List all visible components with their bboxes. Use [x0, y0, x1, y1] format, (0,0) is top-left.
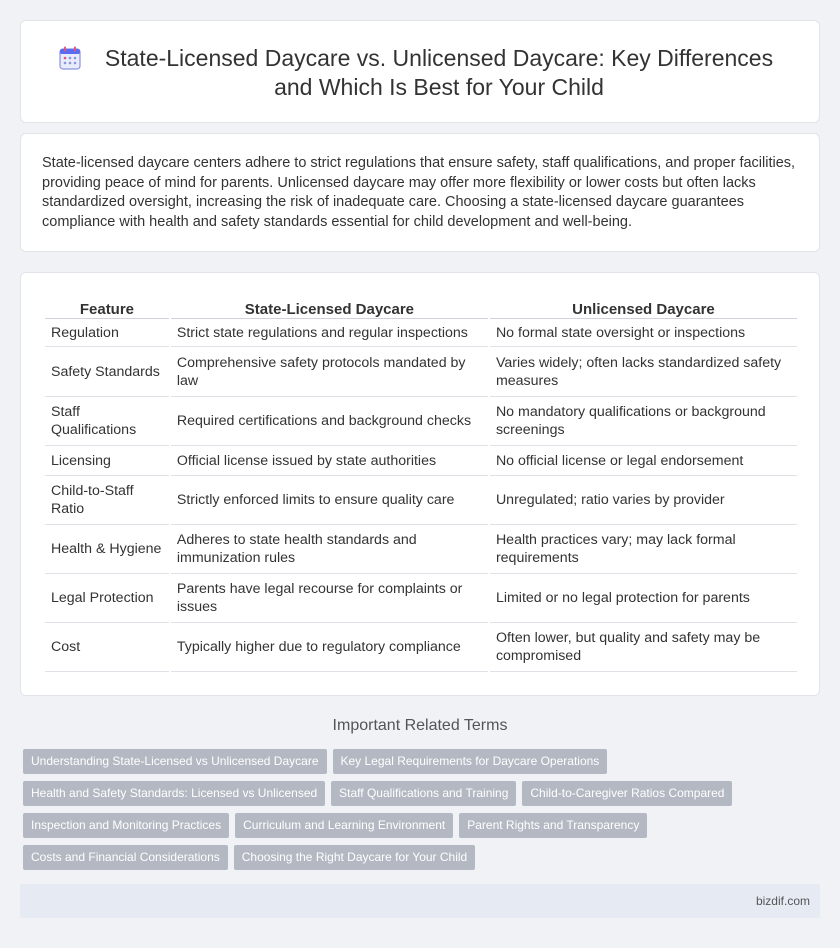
related-term-tag[interactable]: Inspection and Monitoring Practices — [23, 813, 229, 838]
table-row — [45, 574, 797, 623]
feature-cell: Licensing — [45, 446, 169, 476]
table-row — [45, 525, 797, 574]
feature-cell: Legal Protection — [45, 574, 169, 623]
table-row — [45, 446, 797, 476]
related-term-tag[interactable]: Costs and Financial Considerations — [23, 845, 228, 870]
footer-bar — [20, 884, 820, 918]
table-row — [45, 476, 797, 525]
related-term-tag[interactable]: Key Legal Requirements for Daycare Operations — [333, 749, 608, 774]
state-licensed-cell: Parents have legal recourse for complaints or issues — [171, 574, 488, 623]
header-state-licensed: State-Licensed Daycare — [171, 297, 488, 319]
table-row — [45, 623, 797, 672]
header-feature: Feature — [45, 297, 169, 319]
feature-cell: Child-to-Staff Ratio — [45, 476, 169, 525]
state-licensed-cell: Adheres to state health standards and immunization rules — [171, 525, 488, 574]
unlicensed-cell: Health practices vary; may lack formal requirements — [490, 525, 797, 574]
table-row — [45, 397, 797, 446]
unlicensed-cell: No formal state oversight or inspections — [490, 319, 797, 347]
related-term-tag[interactable]: Understanding State-Licensed vs Unlicensed Daycare — [23, 749, 327, 774]
comparison-card — [20, 272, 820, 696]
feature-cell: Health & Hygiene — [45, 525, 169, 574]
intro-card — [20, 133, 820, 252]
related-term-tag[interactable]: Curriculum and Learning Environment — [235, 813, 453, 838]
related-term-tag[interactable]: Staff Qualifications and Training — [331, 781, 516, 806]
feature-cell: Regulation — [45, 319, 169, 347]
related-term-tag[interactable]: Child-to-Caregiver Ratios Compared — [522, 781, 732, 806]
related-term-tag[interactable]: Choosing the Right Daycare for Your Child — [234, 845, 475, 870]
table-row — [45, 347, 797, 397]
related-terms-heading: Important Related Terms — [332, 717, 508, 734]
unlicensed-cell: No official license or legal endorsement — [490, 446, 797, 476]
unlicensed-cell: Varies widely; often lacks standardized safety measures — [490, 347, 797, 397]
feature-cell: Cost — [45, 623, 169, 672]
intro-paragraph: State-licensed daycare centers adhere to strict regulations that ensure safety, staff qualifications, and proper facilities, providing peace of mind for parents. Unlicensed daycare may offer more flexibility or lower costs but often lacks standardized oversight, increasing the risk of inadequate care. Choosing a state-licensed daycare guarantees compliance with health and safety standards essential for child development and well-being. — [42, 155, 796, 230]
header-unlicensed: Unlicensed Daycare — [490, 297, 797, 319]
state-licensed-cell: Comprehensive safety protocols mandated by law — [171, 347, 488, 397]
state-licensed-cell: Strictly enforced limits to ensure quality care — [171, 476, 488, 525]
unlicensed-cell: No mandatory qualifications or background screenings — [490, 397, 797, 446]
feature-cell: Safety Standards — [45, 347, 169, 397]
state-licensed-cell: Strict state regulations and regular inspections — [171, 319, 488, 347]
related-terms-list — [23, 749, 823, 877]
table-header-row — [45, 297, 797, 319]
state-licensed-cell: Typically higher due to regulatory compliance — [171, 623, 488, 672]
footer-brand[interactable]: bizdif.com — [755, 894, 810, 908]
related-term-tag[interactable]: Parent Rights and Transparency — [459, 813, 647, 838]
page-title: State-Licensed Daycare vs. Unlicensed Daycare: Key Differences and Which Is Best for Your Child — [104, 45, 774, 100]
feature-cell: Staff Qualifications — [45, 397, 169, 446]
unlicensed-cell: Often lower, but quality and safety may be compromised — [490, 623, 797, 672]
related-term-tag[interactable]: Health and Safety Standards: Licensed vs Unlicensed — [23, 781, 325, 806]
state-licensed-cell: Required certifications and background checks — [171, 397, 488, 446]
table-row — [45, 319, 797, 347]
title-card — [20, 20, 820, 123]
comparison-table — [43, 297, 799, 672]
unlicensed-cell: Unregulated; ratio varies by provider — [490, 476, 797, 525]
unlicensed-cell: Limited or no legal protection for parents — [490, 574, 797, 623]
state-licensed-cell: Official license issued by state authorities — [171, 446, 488, 476]
